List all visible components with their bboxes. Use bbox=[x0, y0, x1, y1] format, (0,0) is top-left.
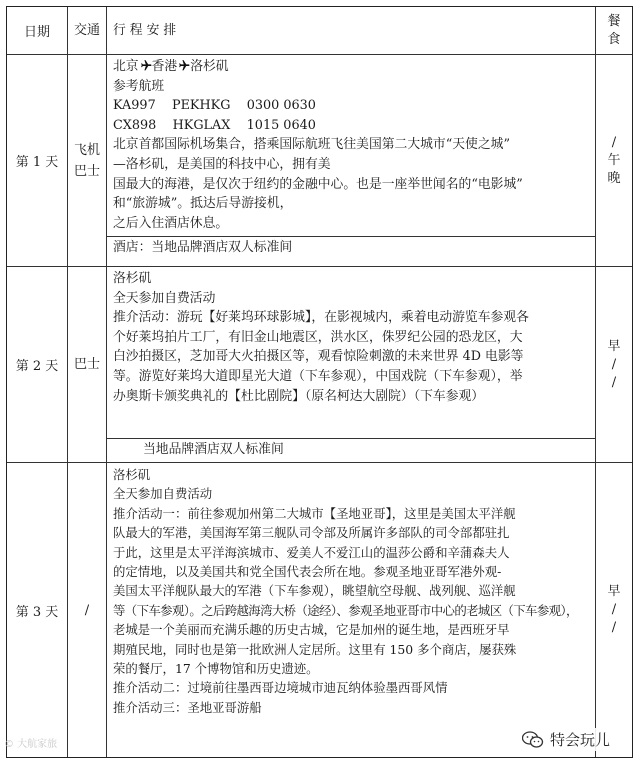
schedule-line: 的定情地，以及美国共和党全国代表会所在地。参观圣地亚哥军港外观- bbox=[113, 564, 502, 580]
watermark-right bbox=[518, 728, 614, 751]
day-row bbox=[7, 267, 632, 463]
header-meal bbox=[596, 7, 632, 54]
day-transport bbox=[68, 463, 107, 757]
schedule-body bbox=[107, 55, 595, 236]
schedule-line: 美国太平洋舰队最大的军港（下车参观），眺望航空母舰、战列舰、巡洋舰 bbox=[113, 583, 516, 599]
header-transport: 交通 bbox=[68, 7, 107, 54]
schedule-line: 队最大的军港，美国海军第三舰队司令部及所属许多部队的司令部都驻扎 bbox=[113, 525, 510, 541]
schedule-line: 推介活动一：前往参观加州第二大城市【圣地亚哥】，这里是美国太平洋舰 bbox=[113, 505, 516, 521]
transport-item: 巴士 bbox=[73, 163, 100, 179]
schedule-body bbox=[107, 463, 595, 720]
meal-item: / bbox=[611, 602, 617, 617]
flight-line: CX898 HKGLAX 1015 0640 bbox=[113, 117, 316, 133]
schedule-line: 个好莱坞拍片工厂，有旧金山地震区，洪水区，侏罗纪公园的恐龙区，大 bbox=[113, 329, 523, 345]
schedule-line: 推介活动二：过境前往墨西哥边境城市迪瓦纳体验墨西哥风情 bbox=[113, 680, 448, 696]
meal-item: / bbox=[611, 134, 617, 150]
transport-item: 飞机 bbox=[73, 142, 100, 158]
schedule-line: 全天参加自费活动 bbox=[113, 290, 216, 306]
meal-item: 晚 bbox=[607, 170, 621, 186]
day-row bbox=[7, 55, 632, 267]
meal-item: 早 bbox=[607, 584, 621, 599]
day-schedule bbox=[107, 55, 596, 266]
route-via: 香港 bbox=[151, 59, 178, 74]
meal-item: 午 bbox=[607, 152, 621, 168]
day-row bbox=[7, 463, 632, 757]
header-row bbox=[7, 7, 632, 55]
schedule-line: 洛杉矶 bbox=[113, 271, 152, 286]
route-to: 洛杉矶 bbox=[190, 59, 229, 74]
day-schedule bbox=[107, 463, 596, 757]
wechat-icon bbox=[522, 731, 544, 749]
schedule-line: 老城是一个美丽而充满乐趣的历史古城，它是加州的诞生地，是西班牙早 bbox=[113, 622, 510, 638]
flight-line: KA997 PEKHKG 0300 0630 bbox=[113, 98, 316, 114]
day-date: 第 3 天 bbox=[7, 463, 68, 757]
meal-item: / bbox=[611, 374, 617, 390]
schedule-line: 推介活动：游玩【好莱坞环球影城】，在影视城内，乘着电动游览车参观各 bbox=[113, 310, 529, 326]
day-meal bbox=[596, 267, 632, 462]
header-meal-char: 食 bbox=[607, 31, 621, 47]
meal-item: / bbox=[611, 356, 617, 372]
schedule-line: 于此，这里是太平洋海滨城市、爱美人不爱江山的温莎公爵和辛蒲森夫人 bbox=[113, 544, 510, 560]
day-transport bbox=[68, 267, 107, 462]
day-meal bbox=[596, 55, 632, 266]
schedule-line: 等。游览好莱坞大道即星光大道（下车参观），中国戏院（下车参观），举 bbox=[113, 368, 523, 384]
airplane-icon bbox=[177, 59, 190, 72]
schedule-line: 之后入住酒店休息。 bbox=[113, 215, 229, 231]
transport-item: 巴士 bbox=[73, 357, 100, 372]
header-meal-char: 餐 bbox=[607, 13, 621, 29]
schedule-line: 办奥斯卡颁奖典礼的【杜比剧院】（原名柯达大剧院）（下车参观） bbox=[113, 388, 485, 404]
schedule-line: 北京首都国际机场集合，搭乘国际航班飞往美国第二大城市“天使之城” bbox=[113, 137, 510, 153]
airplane-icon bbox=[139, 59, 152, 72]
schedule-line: —洛杉矶，是美国的科技中心，拥有美 bbox=[113, 156, 331, 172]
schedule-line: 等（下车参观）。之后跨越海湾大桥（途经）、参观圣地亚哥市中心的老城区（下车参观）， bbox=[113, 602, 578, 618]
header-date: 日期 bbox=[7, 7, 68, 54]
day-date: 第 2 天 bbox=[7, 267, 68, 462]
schedule-line: 推介活动三：圣地亚哥游船 bbox=[113, 699, 262, 715]
meal-item: 早 bbox=[607, 338, 621, 354]
schedule-line: 荣的餐厅，17 个博物馆和历史遗迹。 bbox=[113, 661, 319, 677]
watermark-right-text: 特会玩儿 bbox=[550, 731, 611, 749]
schedule-line: 国最大的海港，是仅次于纽约的金融中心。也是一座举世闻名的“电影城” bbox=[113, 176, 523, 192]
route-line bbox=[113, 57, 589, 77]
schedule-line: 全天参加自费活动 bbox=[113, 486, 213, 502]
schedule-line: 期殖民地，同时也是第一批欧洲人定居所。这里有 150 多个商店，屡获殊 bbox=[113, 641, 517, 657]
hotel-line: 当地品牌酒店双人标准间 bbox=[107, 438, 595, 462]
hotel-line: 酒店：当地品牌酒店双人标准间 bbox=[107, 236, 595, 260]
route-from: 北京 bbox=[113, 59, 139, 74]
day-transport bbox=[68, 55, 107, 266]
schedule-line: 洛杉矶 bbox=[113, 467, 151, 482]
schedule-line: 和“旅游城”。抵达后导游接机， bbox=[113, 196, 293, 212]
day-schedule bbox=[107, 267, 596, 462]
day-meal bbox=[596, 463, 632, 757]
schedule-line: 白沙拍摄区，芝加哥大火拍摄区等，观看惊险刺激的未来世界 4D 电影等 bbox=[113, 349, 524, 365]
meal-item: / bbox=[611, 620, 617, 635]
schedule-body bbox=[107, 267, 595, 438]
watermark-left: © 大航家旅 bbox=[4, 739, 58, 750]
header-schedule: 行程安排 bbox=[107, 7, 596, 54]
transport-item: / bbox=[84, 602, 90, 618]
day-date: 第 1 天 bbox=[7, 55, 68, 266]
itinerary-table bbox=[6, 6, 633, 758]
schedule-line: 参考航班 bbox=[113, 78, 165, 94]
